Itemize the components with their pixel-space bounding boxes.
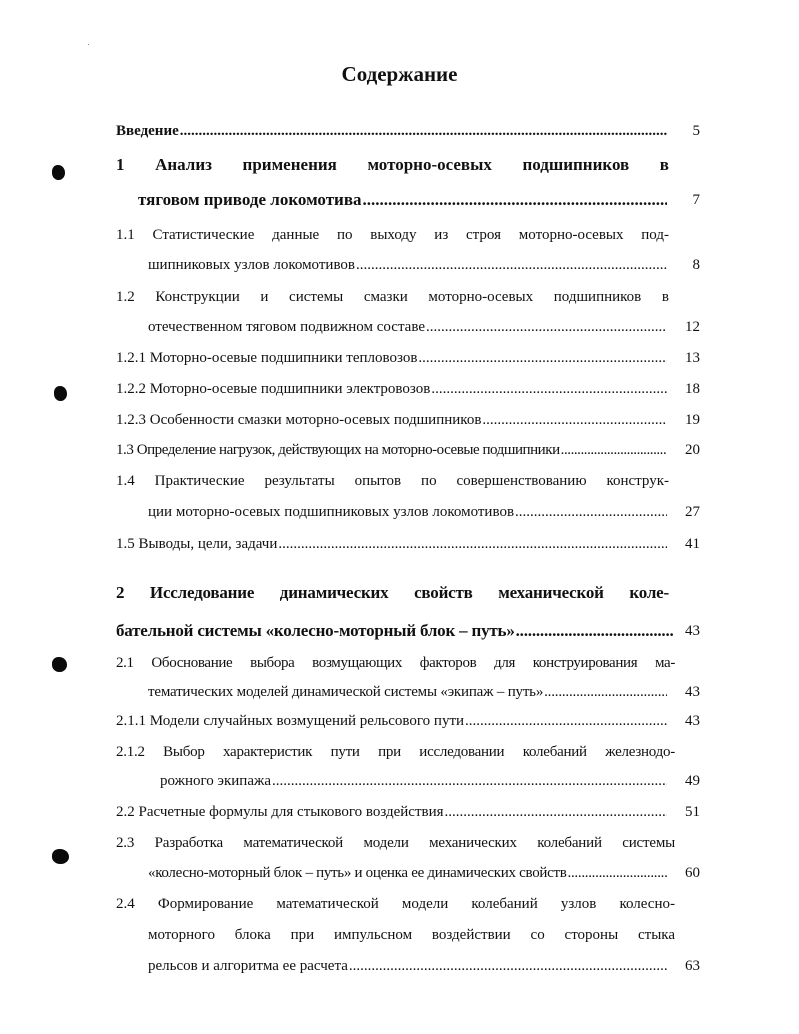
toc-entry-label: 2.1.1 Модели случайных возмущений рельсового пути [116, 713, 465, 729]
toc-page-number: 51 [685, 804, 700, 820]
toc-section-2-4-line1[interactable]: 2.4 Формирование математической модели колебаний узлов колесно- [116, 896, 675, 912]
dot-leader [465, 710, 667, 732]
toc-chapter-2-line1[interactable]: 2 Исследование динамических свойств механической коле- [116, 583, 669, 602]
dot-leader [356, 254, 667, 276]
toc-page-number: 63 [685, 958, 700, 974]
toc-entry-label: 1.2.2 Моторно-осевые подшипники электровозов [116, 381, 431, 397]
dot-leader [426, 316, 667, 338]
toc-page-number: 49 [685, 773, 700, 789]
toc-page-number: 18 [685, 381, 700, 397]
toc-section-2-4-line3[interactable] [148, 955, 669, 977]
toc-entry-label: рельсов и алгоритма ее расчета [148, 958, 348, 974]
toc-page-number: 60 [685, 865, 700, 881]
dot-leader [180, 120, 667, 142]
dot-leader [561, 439, 667, 461]
toc-section-2-3-line2[interactable] [148, 862, 669, 884]
toc-section-2-3-line1[interactable]: 2.3 Разработка математической модели механических колебаний системы [116, 835, 675, 851]
dot-leader [418, 347, 667, 369]
toc-section-2-1-2-line2[interactable] [160, 770, 669, 792]
dot-leader [363, 189, 667, 211]
binding-hole [52, 849, 69, 864]
toc-entry-label: ции моторно-осевых подшипниковых узлов локомотивов [148, 504, 515, 520]
toc-section-1-1-line2[interactable] [148, 254, 669, 276]
toc-section-2-4-line2[interactable]: моторного блока при импульсном воздействии со стороны стыка [148, 927, 675, 943]
dot-leader [515, 501, 667, 523]
toc-section-1-2-3[interactable] [116, 409, 669, 431]
binding-hole [54, 386, 67, 401]
toc-entry-label: тематических моделей динамической системы «экипаж – путь» [148, 684, 544, 700]
toc-section-1-1-line1[interactable]: 1.1 Статистические данные по выходу из строя моторно-осевых под- [116, 227, 669, 243]
toc-page-number: 20 [685, 442, 700, 458]
toc-entry-label: 1.5 Выводы, цели, задачи [116, 536, 278, 552]
toc-page-number: 27 [685, 504, 700, 520]
toc-entry-label: «колесно-моторный блок – путь» и оценка ее динамических свойств [148, 865, 567, 881]
toc-chapter-2-line2[interactable] [116, 620, 676, 642]
toc-chapter-1-line2[interactable] [138, 189, 669, 211]
toc-section-1-2-line1[interactable]: 1.2 Конструкции и системы смазки моторно-осевых подшипников в [116, 289, 669, 305]
toc-section-1-5[interactable] [116, 533, 669, 555]
dot-leader [431, 378, 667, 400]
toc-entry-label: 1.3 Определение нагрузок, действующих на моторно-осевые подшипники [116, 442, 560, 458]
toc-entry-label: рожного экипажа [160, 773, 272, 789]
dot-leader [516, 620, 674, 642]
toc-section-2-1-2-line1[interactable]: 2.1.2 Выбор характеристик пути при исследовании колебаний железнодо- [116, 744, 675, 760]
toc-page-number: 43 [685, 623, 700, 639]
toc-chapter-1-line1[interactable]: 1 Анализ применения моторно-осевых подшипников в [116, 155, 669, 174]
toc-page-number: 43 [685, 713, 700, 729]
toc-entry-intro[interactable] [116, 120, 669, 142]
dot-leader [482, 409, 667, 431]
toc-section-1-3[interactable] [116, 439, 669, 461]
toc-page-number: 7 [692, 192, 700, 208]
toc-entry-label: 1.2.1 Моторно-осевые подшипники тепловозов [116, 350, 418, 366]
toc-page-number: 12 [685, 319, 700, 335]
binding-hole [52, 657, 67, 672]
dot-leader [272, 770, 667, 792]
toc-entry-label: отечественном тяговом подвижном составе [148, 319, 425, 335]
toc-page-number: 43 [685, 684, 700, 700]
toc-page-number: 5 [692, 123, 700, 139]
binding-hole [52, 165, 65, 180]
toc-section-1-2-line2[interactable] [148, 316, 669, 338]
dot-leader [544, 681, 667, 703]
toc-entry-label: бательной системы «колесно-моторный блок – путь» [116, 621, 515, 640]
toc-page-number: 19 [685, 412, 700, 428]
dot-leader [445, 801, 667, 823]
dot-leader [568, 862, 667, 884]
toc-page-number: 41 [685, 536, 700, 552]
toc-entry-label: 1.2.3 Особенности смазки моторно-осевых подшипников [116, 412, 482, 428]
toc-section-1-4-line1[interactable]: 1.4 Практические результаты опытов по совершенствованию конструк- [116, 473, 669, 489]
toc-entry-label: 2.2 Расчетные формулы для стыкового воздействия [116, 804, 444, 820]
scan-speck [88, 44, 89, 45]
toc-page-number: 8 [692, 257, 700, 273]
toc-entry-label: шипниковых узлов локомотивов [148, 257, 356, 273]
toc-section-2-1-1[interactable] [116, 710, 669, 732]
toc-section-2-1-line1[interactable]: 2.1 Обоснование выбора возмущающих факторов для конструирования ма- [116, 655, 675, 671]
dot-leader [278, 533, 667, 555]
toc-section-2-1-line2[interactable] [148, 681, 669, 703]
dot-leader [349, 955, 667, 977]
toc-section-1-2-1[interactable] [116, 347, 669, 369]
toc-entry-label: Введение [116, 123, 179, 139]
toc-entry-label: тяговом приводе локомотива [138, 190, 362, 209]
toc-section-2-2[interactable] [116, 801, 669, 823]
toc-section-1-2-2[interactable] [116, 378, 669, 400]
toc-page-number: 13 [685, 350, 700, 366]
page-title: Содержание [341, 62, 458, 86]
toc-section-1-4-line2[interactable] [148, 501, 669, 523]
